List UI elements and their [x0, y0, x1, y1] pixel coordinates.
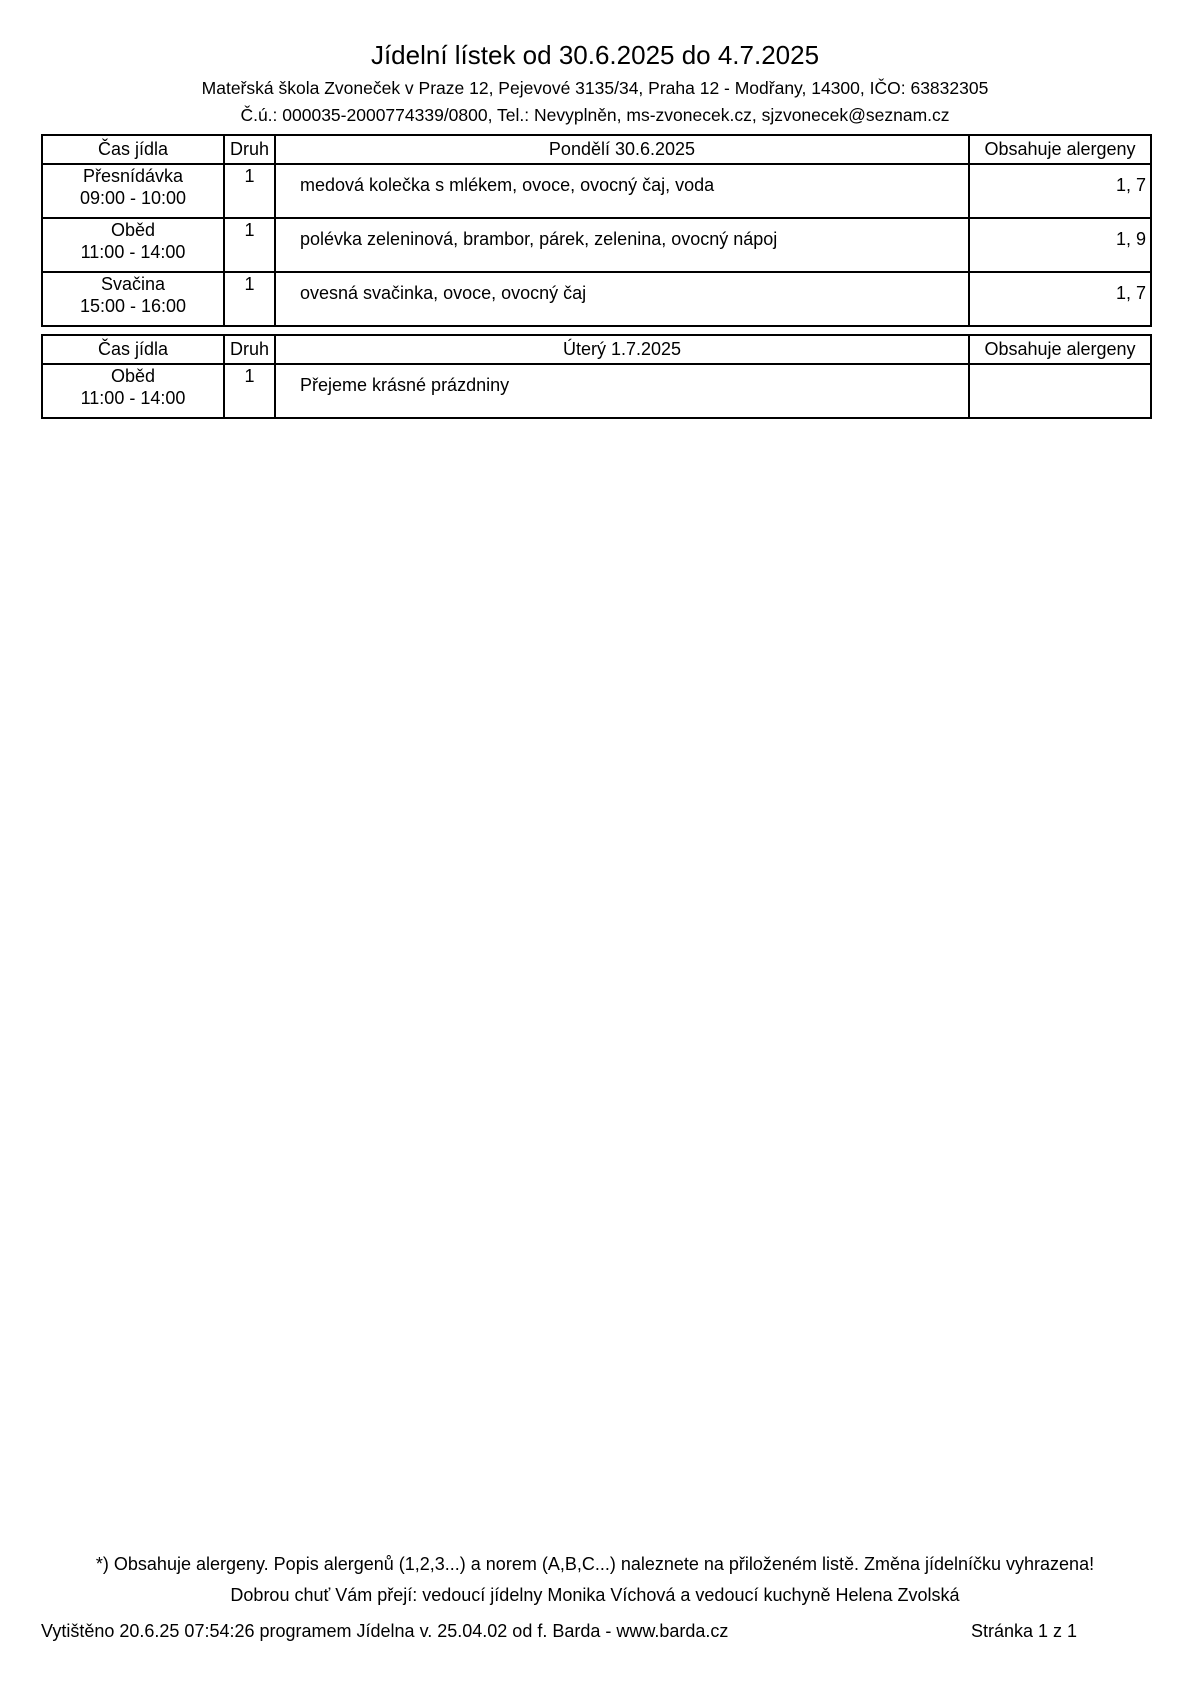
meal-name: Svačina — [100, 274, 166, 294]
meal-time-cell — [42, 164, 224, 218]
meal-time: 09:00 - 10:00 — [79, 188, 187, 208]
table-header-row — [42, 135, 1151, 164]
table-row — [42, 364, 1151, 418]
allergen-note: *) Obsahuje alergeny. Popis alergenů (1,2,3...) a norem (A,B,C...) naleznete na přiloženém listě. Změna jídelníčku vyhrazena! — [95, 1554, 1095, 1574]
page-number: Stránka 1 z 1 — [971, 1621, 1078, 1641]
meal-time-cell — [42, 218, 224, 272]
school-info: Mateřská škola Zvoneček v Praze 12, Pejevové 3135/34, Praha 12 - Modřany, 14300, IČO: 63832305 — [201, 78, 989, 98]
table-header-row — [42, 335, 1151, 364]
wishes-line: Dobrou chuť Vám přejí: vedoucí jídelny Monika Víchová a vedoucí kuchyně Helena Zvolská — [230, 1585, 960, 1605]
column-header-day: Pondělí 30.6.2025 — [275, 135, 969, 164]
table-row — [42, 272, 1151, 326]
meal-name: Přesnídávka — [82, 166, 184, 186]
meal-druh: 1 — [224, 164, 275, 218]
meal-time: 11:00 - 14:00 — [80, 388, 186, 408]
day-table-tuesday — [41, 334, 1152, 419]
column-header-day: Úterý 1.7.2025 — [275, 335, 969, 364]
meal-description: medová kolečka s mlékem, ovoce, ovocný čaj, voda — [275, 164, 969, 218]
table-row — [42, 164, 1151, 218]
table-row — [42, 218, 1151, 272]
meal-time: 15:00 - 16:00 — [79, 296, 187, 316]
column-header-druh: Druh — [224, 335, 275, 364]
meal-name: Oběd — [110, 220, 156, 240]
column-header-time: Čas jídla — [42, 135, 224, 164]
page-title: Jídelní lístek od 30.6.2025 do 4.7.2025 — [370, 40, 820, 70]
meal-time-cell — [42, 364, 224, 418]
meal-description: Přejeme krásné prázdniny — [275, 364, 969, 418]
meal-name: Oběd — [110, 366, 156, 386]
meal-allergens: 1, 7 — [969, 164, 1151, 218]
meal-druh: 1 — [224, 364, 275, 418]
meal-description: polévka zeleninová, brambor, párek, zelenina, ovocný nápoj — [275, 218, 969, 272]
column-header-druh: Druh — [224, 135, 275, 164]
printed-info: Vytištěno 20.6.25 07:54:26 programem Jídelna v. 25.04.02 od f. Barda - www.barda.cz — [41, 1621, 729, 1641]
meal-druh: 1 — [224, 272, 275, 326]
meal-druh: 1 — [224, 218, 275, 272]
column-header-allergens: Obsahuje alergeny — [969, 135, 1151, 164]
day-table-monday — [41, 134, 1152, 327]
meal-time-cell — [42, 272, 224, 326]
column-header-time: Čas jídla — [42, 335, 224, 364]
contact-info: Č.ú.: 000035-2000774339/0800, Tel.: Nevyplněn, ms-zvonecek.cz, sjzvonecek@seznam.cz — [240, 105, 950, 125]
meal-allergens: 1, 9 — [969, 218, 1151, 272]
meal-description: ovesná svačinka, ovoce, ovocný čaj — [275, 272, 969, 326]
meal-time: 11:00 - 14:00 — [80, 242, 186, 262]
column-header-allergens: Obsahuje alergeny — [969, 335, 1151, 364]
meal-allergens: 1, 7 — [969, 272, 1151, 326]
meal-allergens — [969, 364, 1151, 418]
